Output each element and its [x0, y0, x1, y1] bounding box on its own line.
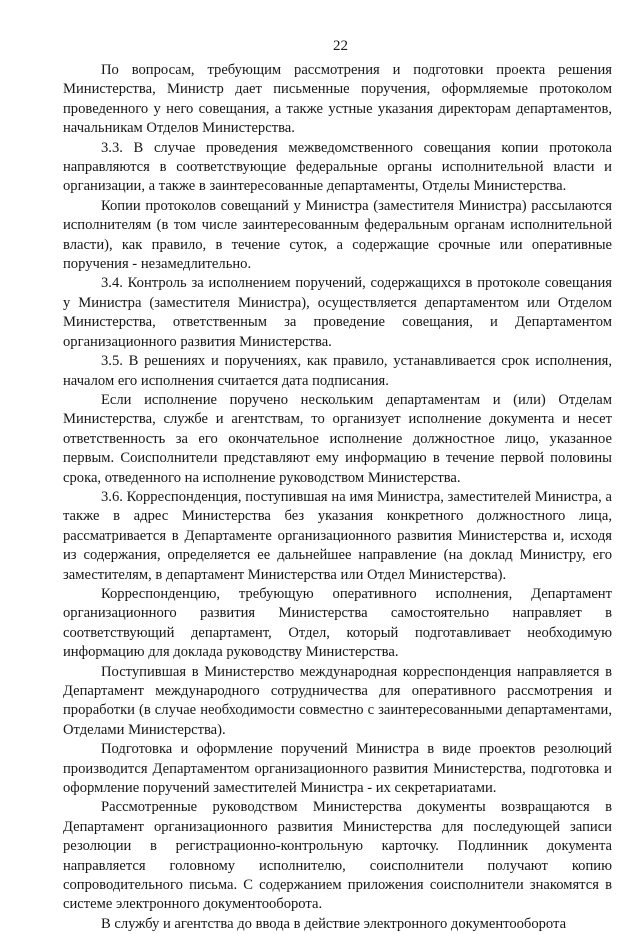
- paragraph-urgent-correspondence: Корреспонденцию, требующую оперативного исполнения, Департамент организационного развития Министерства самостоятельно направляет в соответствующий департамент, Отдел, который подготавливает необходимую информацию для доклада руководству Министерства.: [63, 585, 612, 661]
- paragraph-3-4: 3.4. Контроль за исполнением поручений, содержащихся в протоколе совещания у Министра (заместителя Министра), осуществляется департаментом или Отделом Министерства, ответственным за проведение совещания, и Департаментом организационного развития Министерства.: [63, 275, 612, 350]
- paragraph-3-5: 3.5. В решениях и поручениях, как правило, устанавливается срок исполнения, началом его исполнения считается дата подписания.: [63, 353, 612, 389]
- paragraph-protocol-copies: Копии протоколов совещаний у Министра (заместителя Министра) рассылаются исполнителям (в том числе заинтересованным федеральным органам исполнительной власти), как правило, в течение суток, а содержащие срочные или оперативные поручения - незамедлительно.: [63, 197, 612, 273]
- paragraph-multiple-executors: Если исполнение поручено нескольким департаментам и (или) Отделам Министерства, службе и агентствам, то организует исполнение документа и несет ответственность за его окончательное исполнение должностное лицо, указанное первым. Соисполнители представляют ему информацию в течение первой половины срока, отведенного на исполнение руководством Министерства.: [63, 391, 612, 486]
- document-page: [63, 0, 612, 934]
- paragraph-services-agencies: В службу и агентства до ввода в действие электронного документооборота: [101, 915, 567, 932]
- paragraph-international-correspondence: Поступившая в Министерство международная корреспонденция направляется в Департамент международного сотрудничества для оперативного рассмотрения и проработки (в случае необходимости совместно с заинтересованными департаментами, Отделами Министерства).: [63, 663, 612, 738]
- paragraph-3-3: 3.3. В случае проведения межведомственного совещания копии протокола направляются в соответствующие федеральные органы исполнительной власти и организации, а также в заинтересованные департаменты, Отделы Министерства.: [63, 139, 612, 195]
- paragraph-resolutions-preparation: Подготовка и оформление поручений Министра в виде проектов резолюций производится Департаментом организационного развития Министерства, подготовка и оформление поручений заместителей Министра - их секретариатами.: [63, 741, 612, 797]
- paragraph-reviewed-documents: Рассмотренные руководством Министерства документы возвращаются в Департамент организационного развития Министерства для последующей записи резолюции в регистрационно-контрольную карточку. Подлинник документа направляется головному исполнителю, соисполнители получают копию сопроводительного письма. С содержанием приложения соисполнители знакомятся в системе электронного документооборота.: [63, 799, 612, 913]
- page-number: 22: [333, 38, 348, 54]
- paragraph-minister-instructions: По вопросам, требующим рассмотрения и подготовки проекта решения Министерства, Министр дает письменные поручения, оформляемые протоколом проведенного у него совещания, а также устные указания директорам департаментов, начальникам Отделов Министерства.: [63, 62, 612, 137]
- paragraph-3-6: 3.6. Корреспонденция, поступившая на имя Министра, заместителей Министра, а также в адрес Министерства без указания конкретного должностного лица, рассматривается в Департаменте организационного развития Министерства и, исходя из содержания, определяется ее дальнейшее направление (на доклад Министру, его заместителям, в департамент Министерства или Отдел Министерства).: [63, 488, 612, 583]
